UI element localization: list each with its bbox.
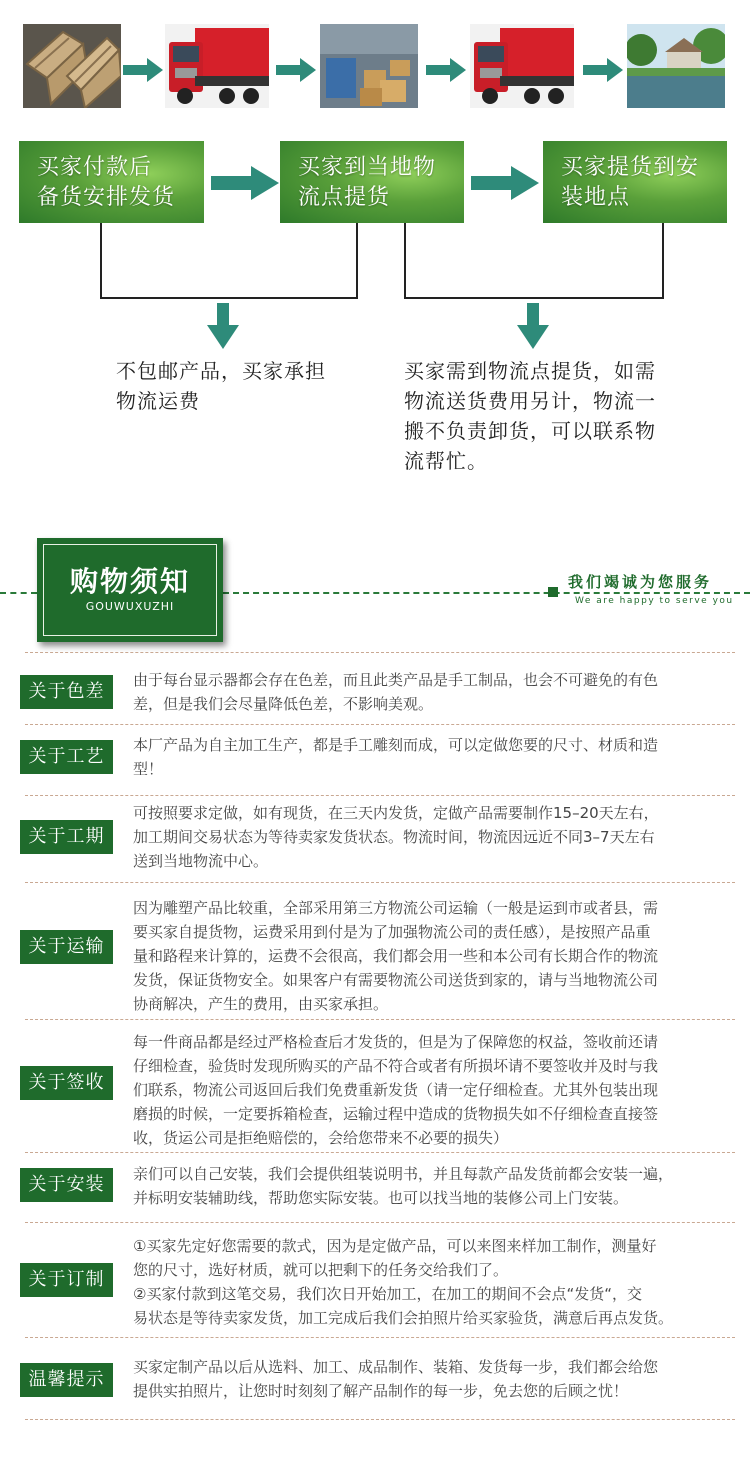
step-box-2 <box>280 141 464 223</box>
note-left-line: 物流运费 <box>116 389 200 413</box>
notice-line: 可按照要求定做，如有现货，在三天内发货，定做产品需要制作15–20天左右， <box>133 804 659 822</box>
bracket-left <box>100 223 358 299</box>
flow-arrow-icon <box>123 58 163 82</box>
notice-line: 量和路程来计算的，运费不会很高，我们都会用一些和本公司有长期合作的物流 <box>133 947 659 965</box>
step-box-1 <box>19 141 204 223</box>
notice-line: 发货，保证货物安全。如果客户有需要物流公司送货到家的，请与当地物流公司 <box>133 971 659 989</box>
notice-text-tips <box>133 1355 738 1403</box>
note-right-line: 物流送货费用另计，物流一 <box>404 389 656 413</box>
separator <box>25 652 735 653</box>
notice-line: ②买家付款到这笔交易，我们次日开始加工，在加工的期间不会点“发货“，交 <box>133 1285 642 1303</box>
garden-icon <box>627 24 725 108</box>
notice-text-custom <box>133 1234 738 1330</box>
notice-line: 协商解决，产生的费用，由买家承担。 <box>133 995 389 1013</box>
notice-label-custom: 关于订制 <box>20 1263 113 1297</box>
notice-label-craft: 关于工艺 <box>20 740 113 774</box>
square-bullet-icon <box>548 587 558 597</box>
notice-line: 仔细检查，验货时发现所购买的产品不符合或者有所损坏请不要签收并及时与我 <box>133 1057 659 1075</box>
notice-text-install <box>133 1162 738 1210</box>
step-3-line1: 买家提货到安 <box>561 155 700 180</box>
notice-line: 收，货运公司是拒绝赔偿的，会给您带来不必要的损失） <box>133 1129 509 1147</box>
separator <box>25 724 735 725</box>
separator <box>25 795 735 796</box>
note-right-line: 流帮忙。 <box>404 449 488 473</box>
notice-text-leadtime <box>133 801 738 873</box>
truck-photo-2 <box>470 24 574 108</box>
notice-line: 每一件商品都是经过严格检查后才发货的，但是为了保障您的权益，签收前还请 <box>133 1033 659 1051</box>
flow-arrow-icon <box>426 58 466 82</box>
step-arrow-icon <box>471 166 539 200</box>
note-left <box>116 356 326 416</box>
note-right <box>404 356 656 476</box>
step-1-line2: 备货安排发货 <box>37 185 176 210</box>
notice-line: 您的尺寸，选好材质，就可以把剩下的任务交给我们了。 <box>133 1261 509 1279</box>
crates-icon <box>23 24 121 108</box>
note-right-line: 买家需到物流点提货，如需 <box>404 359 656 383</box>
notice-label-install: 关于安装 <box>20 1168 113 1202</box>
notice-text-color <box>133 668 738 716</box>
notice-label-leadtime: 关于工期 <box>20 820 113 854</box>
truck-icon <box>470 24 574 108</box>
step-arrow-icon <box>211 166 279 200</box>
notice-line: 提供实拍照片，让您时时刻刻了解产品制作的每一步，免去您的后顾之忧！ <box>133 1382 629 1400</box>
notice-line: 磨损的时候，一定要拆箱检查，运输过程中造成的货物损失如不仔细检查直接签 <box>133 1105 659 1123</box>
notice-line: 本厂产品为自主加工生产，都是手工雕刻而成，可以定做您要的尺寸、材质和造 <box>133 736 659 754</box>
notice-line: 因为雕塑产品比较重，全部采用第三方物流公司运输（一般是运到市或者县，需 <box>133 899 659 917</box>
separator <box>25 1337 735 1338</box>
garden-photo <box>627 24 725 108</box>
section-title-box <box>37 538 223 642</box>
notice-line: 并标明安装辅助线，帮助您实际安装。也可以找当地的装修公司上门安装。 <box>133 1189 629 1207</box>
note-right-line: 搬不负责卸货，可以联系物 <box>404 419 656 443</box>
section-title-en: GOUWUXUZHI <box>85 600 175 613</box>
step-2-line2: 流点提货 <box>298 185 391 210</box>
step-box-3 <box>543 141 727 223</box>
notice-line: 易状态是等待卖家发货，加工完成后我们会拍照片给买家验货，满意后再点发货。 <box>133 1309 674 1327</box>
down-arrow-icon <box>207 303 239 349</box>
crates-photo <box>23 24 121 108</box>
notice-line: 送到当地物流中心。 <box>133 852 269 870</box>
truck-icon <box>165 24 269 108</box>
notice-label-color: 关于色差 <box>20 675 113 709</box>
warehouse-photo <box>320 24 418 108</box>
notice-text-receipt <box>133 1030 738 1150</box>
slogan: 我们竭诚为您服务 <box>568 573 713 591</box>
note-left-line: 不包邮产品，买家承担 <box>116 359 326 383</box>
notice-line: 差，但是我们会尽量降低色差，不影响美观。 <box>133 695 434 713</box>
notice-text-shipping <box>133 896 738 1016</box>
notice-line: 由于每台显示器都会存在色差，而且此类产品是手工制品，也会不可避免的有色 <box>133 671 659 689</box>
separator <box>25 882 735 883</box>
separator <box>25 1152 735 1153</box>
slogan-en: We are happy to serve you <box>575 596 734 606</box>
step-1-line1: 买家付款后 <box>37 155 153 180</box>
notice-label-tips: 温馨提示 <box>20 1363 113 1397</box>
notice-line: 们联系，物流公司返回后我们免费重新发货（请一定仔细检查。尤其外包装出现 <box>133 1081 659 1099</box>
notice-line: 亲们可以自己安装，我们会提供组装说明书，并且每款产品发货前都会安装一遍， <box>133 1165 674 1183</box>
notice-line: 买家定制产品以后从选料、加工、成品制作、装箱、发货每一步，我们都会给您 <box>133 1358 659 1376</box>
warehouse-icon <box>320 24 418 108</box>
separator <box>25 1222 735 1223</box>
flow-arrow-icon <box>276 58 316 82</box>
truck-photo-1 <box>165 24 269 108</box>
notice-line: 要买家自提货物，运费采用到付是为了加强物流公司的责任感），是按照产品重 <box>133 923 651 941</box>
separator <box>25 1419 735 1420</box>
section-title: 购物须知 <box>69 565 190 598</box>
header-dash-line <box>223 592 750 594</box>
down-arrow-icon <box>517 303 549 349</box>
notice-line: 型！ <box>133 760 164 778</box>
flow-arrow-icon <box>583 58 623 82</box>
header-dash-line <box>0 592 37 594</box>
notice-label-receipt: 关于签收 <box>20 1066 113 1100</box>
step-2-line1: 买家到当地物 <box>298 155 437 180</box>
notice-line: 加工期间交易状态为等待卖家发货状态。物流时间，物流因远近不同3–7天左右 <box>133 828 655 846</box>
notice-label-shipping: 关于运输 <box>20 930 113 964</box>
separator <box>25 1019 735 1020</box>
bracket-right <box>404 223 664 299</box>
notice-text-craft <box>133 733 738 781</box>
notice-line: ①买家先定好您需要的款式，因为是定做产品，可以来图来样加工制作，测量好 <box>133 1237 657 1255</box>
step-3-line2: 装地点 <box>561 185 631 210</box>
